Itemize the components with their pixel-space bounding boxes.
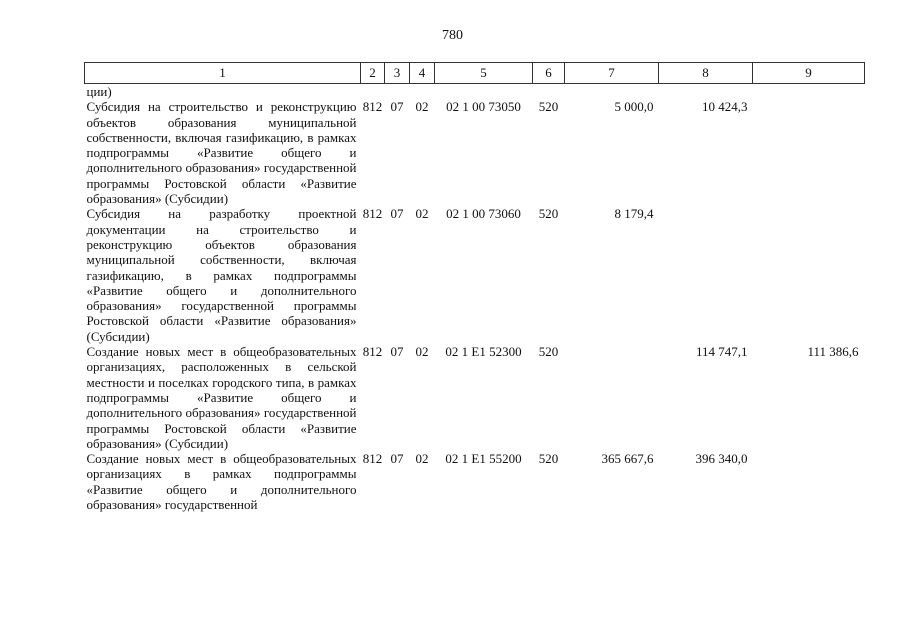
row-amount-col9 bbox=[753, 206, 865, 344]
row-amount-col9 bbox=[753, 451, 865, 512]
row-amount-col7 bbox=[565, 84, 659, 100]
row-target-item: 02 1 E1 55200 bbox=[445, 451, 522, 467]
row-amount-col7: 365 667,6 bbox=[601, 451, 654, 467]
table-row bbox=[85, 206, 865, 344]
row-expense-type: 520 bbox=[538, 344, 559, 360]
table-row bbox=[85, 99, 865, 206]
row-ministry-code: 812 bbox=[362, 206, 383, 222]
table-row bbox=[85, 84, 865, 100]
row-ministry-code: 812 bbox=[362, 344, 383, 360]
row-amount-col8: 114 747,1 bbox=[695, 344, 748, 360]
row-amount-col8 bbox=[659, 84, 753, 100]
row-description: Создание новых мест в общеобразовательных организациях в рамках подпрограммы «Развитие общего и дополнительного образования» государственной bbox=[86, 451, 357, 513]
row-ministry-code: 812 bbox=[362, 99, 383, 115]
row-description: Создание новых мест в общеобразовательных организациях, расположенных в сельской местности и поселках городского типа, в рамках подпрограммы «Развитие общего и дополнительного образования» государственной программы Ростовской области «Развитие образования» (Субсидии) bbox=[86, 344, 357, 451]
table-header-row bbox=[85, 63, 865, 84]
row-subsection: 02 bbox=[415, 99, 429, 115]
row-expense-type: 520 bbox=[538, 451, 559, 467]
row-section: 07 bbox=[390, 344, 404, 360]
row-target-item: 02 1 00 73050 bbox=[446, 99, 521, 115]
header-col-6: 6 bbox=[533, 63, 565, 84]
header-col-3: 3 bbox=[385, 63, 410, 84]
row-expense-type: 520 bbox=[538, 206, 559, 222]
row-amount-col9 bbox=[753, 84, 865, 100]
row-amount-col8: 10 424,3 bbox=[702, 99, 748, 115]
row-ministry-code bbox=[361, 84, 385, 100]
row-amount-col7 bbox=[565, 344, 659, 451]
row-subsection: 02 bbox=[415, 344, 429, 360]
row-subsection bbox=[410, 84, 435, 100]
row-description: Субсидия на строительство и реконструкцию объектов образования муниципальной собственности, включая газификацию, в рамках подпрограммы «Развитие общего и дополнительного образования» государственной программы Ростовской области «Развитие образования» (Субсидии) bbox=[86, 99, 357, 207]
row-expense-type bbox=[533, 84, 565, 100]
row-section: 07 bbox=[390, 99, 404, 115]
row-subsection: 02 bbox=[415, 451, 429, 467]
row-section: 07 bbox=[390, 206, 404, 222]
header-col-9: 9 bbox=[753, 63, 865, 84]
header-col-4: 4 bbox=[410, 63, 435, 84]
row-amount-col9 bbox=[753, 99, 865, 206]
row-ministry-code: 812 bbox=[362, 451, 383, 467]
row-amount-col8: 396 340,0 bbox=[695, 451, 748, 467]
table-row bbox=[85, 451, 865, 512]
header-col-7: 7 bbox=[565, 63, 659, 84]
row-target-item bbox=[435, 84, 533, 100]
header-col-8: 8 bbox=[659, 63, 753, 84]
row-amount-col7: 5 000,0 bbox=[614, 99, 654, 115]
row-description: ции) bbox=[86, 84, 112, 99]
row-subsection: 02 bbox=[415, 206, 429, 222]
header-col-1: 1 bbox=[85, 63, 361, 84]
row-amount-col8 bbox=[659, 206, 753, 344]
budget-table bbox=[84, 62, 865, 512]
header-col-5: 5 bbox=[435, 63, 533, 84]
row-amount-col9: 111 386,6 bbox=[807, 344, 859, 360]
row-expense-type: 520 bbox=[538, 99, 559, 115]
row-amount-col7: 8 179,4 bbox=[614, 206, 654, 222]
page-number: 780 bbox=[442, 28, 463, 43]
row-section: 07 bbox=[390, 451, 404, 467]
header-col-2: 2 bbox=[361, 63, 385, 84]
row-description: Субсидия на разработку проектной документации на строительство и реконструкцию объектов образования муниципальной собственности, включая газификацию, в рамках подпрограммы «Развитие общего и дополнительного образования» государственной программы Ростовской области «Развитие образования» (Субсидии) bbox=[86, 206, 357, 344]
row-target-item: 02 1 E1 52300 bbox=[445, 344, 522, 360]
row-section bbox=[385, 84, 410, 100]
table-row bbox=[85, 344, 865, 451]
row-target-item: 02 1 00 73060 bbox=[446, 206, 521, 222]
